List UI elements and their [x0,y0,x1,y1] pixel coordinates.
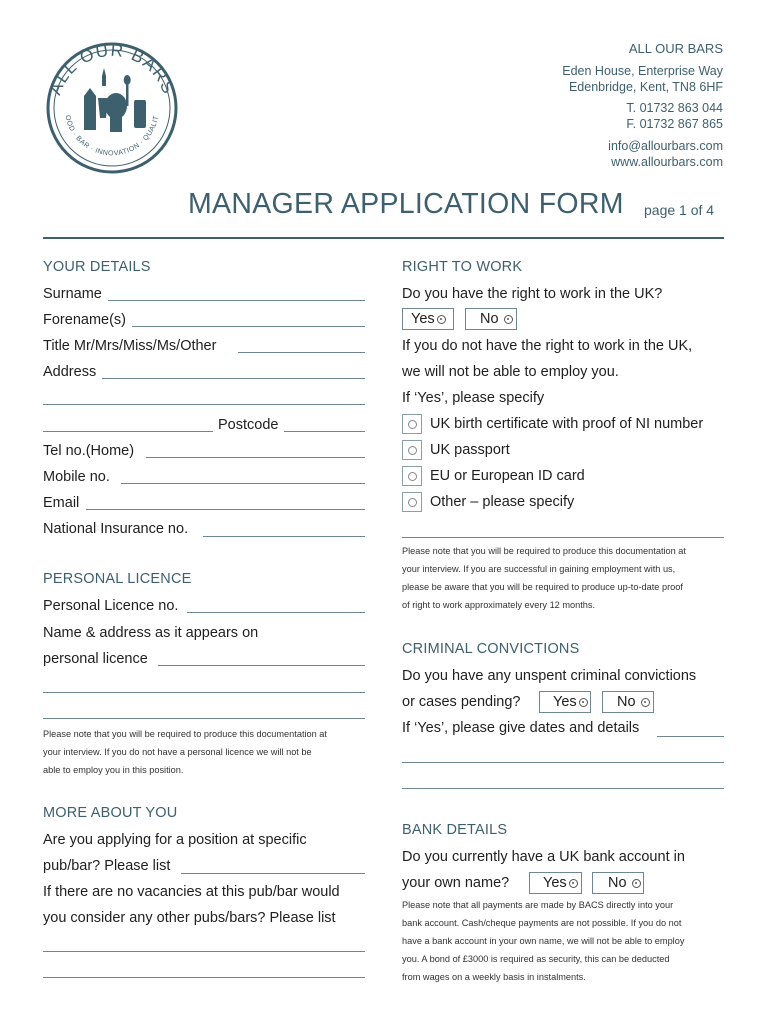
address-label: Address [43,364,97,380]
personal-licence-heading: PERSONAL LICENCE [43,571,192,587]
option-other-label: Other – please specify [430,494,575,510]
company-name: ALL OUR BARS [628,41,723,56]
bank-details-heading: BANK DETAILS [402,822,508,838]
right-to-work-no-option[interactable] [465,308,517,330]
criminal-question-1: Do you have any unspent criminal convictions [402,668,697,684]
other-pubs-field-1[interactable] [43,951,365,952]
logo-bar-icons [84,68,146,132]
licence-note-line-1: Please note that you will be required to produce this documentation at [43,729,327,739]
mobile-field[interactable] [121,483,365,484]
checkbox-circle-icon [408,446,417,455]
criminal-yes-option[interactable] [539,691,591,713]
title-divider [43,237,724,239]
right-to-work-yes-option[interactable] [402,308,454,330]
option-eu-id-label: EU or European ID card [430,468,585,484]
licence-name-address-label: Name & address as it appears on [43,625,259,641]
licence-name-address-field-1[interactable] [158,665,365,666]
address-field-line-1[interactable] [102,378,365,379]
company-address-line-1: Eden House, Enterprise Way [562,64,723,78]
title-field[interactable] [238,352,365,353]
right-to-work-note-line-2: your interview. If you are successful in gaining employment with us, [402,564,676,574]
mobile-label: Mobile no. [43,469,110,485]
company-email: info@allourbars.com [608,139,723,153]
checkbox-circle-icon [408,420,417,429]
option-eu-id-checkbox[interactable] [402,466,422,486]
right-to-work-warning-1: If you do not have the right to work in the UK, [402,338,693,354]
your-details-heading: YOUR DETAILS [43,259,151,275]
right-to-work-yes-label: Yes [411,311,435,327]
bank-no-label: No [608,875,627,891]
bank-note-line-5: from wages on a weekly basis in instalments. [402,972,586,982]
criminal-yes-label: Yes [553,694,577,710]
specific-pub-question: Are you applying for a position at specific [43,832,307,848]
postcode-label: Postcode [218,417,279,433]
option-other-checkbox[interactable] [402,492,422,512]
right-to-work-note-line-4: of right to work approximately every 12 months. [402,600,596,610]
address-field-line-3[interactable] [43,431,213,432]
right-to-work-note-line-3: please be aware that you will be required to produce up-to-date proof [402,582,683,592]
logo-ring-top: ALL OUR BARS [45,40,179,98]
other-specify-field[interactable] [402,537,724,538]
surname-field[interactable] [108,300,365,301]
option-birth-certificate-label: UK birth certificate with proof of NI number [430,416,704,432]
bank-note-line-2: bank account. Cash/cheque payments are not possible. If you do not [402,918,682,928]
tel-home-field[interactable] [146,457,365,458]
bank-question-1: Do you currently have a UK bank account in [402,849,685,865]
form-title: MANAGER APPLICATION FORM [188,188,624,220]
licence-number-label: Personal Licence no. [43,598,179,614]
other-pubs-field-2[interactable] [43,977,365,978]
criminal-details-label: If ‘Yes’, please give dates and details [402,720,640,736]
option-uk-passport-label: UK passport [430,442,510,458]
page-indicator: page 1 of 4 [644,202,715,218]
svg-text:ALL OUR BARS [46,41,179,98]
company-address-line-2: Edenbridge, Kent, TN8 6HF [568,80,723,94]
bank-note-line-3: have a bank account in your own name, we will not be able to employ [402,936,685,946]
criminal-question-2: or cases pending? [402,694,521,710]
company-fax: F. 01732 867 865 [626,117,723,131]
criminal-details-field-3[interactable] [402,788,724,789]
bank-note-line-1: Please note that all payments are made by BACS directly into your [402,900,674,910]
criminal-convictions-heading: CRIMINAL CONVICTIONS [402,641,580,657]
company-telephone: T. 01732 863 044 [626,101,723,115]
specific-pub-field[interactable] [181,873,365,874]
bank-yes-radio[interactable] [569,879,578,888]
ni-field[interactable] [203,536,365,537]
company-logo [40,40,185,175]
bank-question-2: your own name? [402,875,510,891]
tel-home-label: Tel no.(Home) [43,443,135,459]
title-label: Title Mr/Mrs/Miss/Ms/Other [43,338,217,354]
right-to-work-question: Do you have the right to work in the UK? [402,286,663,302]
other-pubs-question: If there are no vacancies at this pub/bar would [43,884,340,900]
criminal-details-field-1[interactable] [657,736,724,737]
bank-no-option[interactable] [592,872,644,894]
right-to-work-heading: RIGHT TO WORK [402,259,523,275]
licence-name-address-field-2[interactable] [43,692,365,693]
option-uk-passport-checkbox[interactable] [402,440,422,460]
right-to-work-warning-2: we will not be able to employ you. [402,364,619,380]
surname-label: Surname [43,286,102,302]
right-to-work-note-line-1: Please note that you will be required to produce this documentation at [402,546,686,556]
licence-name-address-label-2: personal licence [43,651,148,667]
specific-pub-question-2: pub/bar? Please list [43,858,171,874]
checkbox-circle-icon [408,472,417,481]
postcode-field[interactable] [284,431,365,432]
logo-ring-bottom: OOD · BAR · INNOVATION · QUALIT [63,114,161,158]
other-pubs-question-2: you consider any other pubs/bars? Please list [43,910,336,926]
bank-note-line-4: you. A bond of £3000 is required as security, this can be deducted [402,954,670,964]
address-field-line-2[interactable] [43,404,365,405]
bank-yes-option[interactable] [529,872,582,894]
licence-name-address-field-3[interactable] [43,718,365,719]
company-website: www.allourbars.com [611,155,723,169]
checkbox-circle-icon [408,498,417,507]
right-to-work-yes-radio[interactable] [437,315,446,324]
right-to-work-no-label: No [480,311,499,327]
licence-note-line-3: able to employ you in this position. [43,765,184,775]
criminal-no-radio[interactable] [641,698,650,707]
bank-yes-label: Yes [543,875,567,891]
forenames-label: Forename(s) [43,312,126,328]
forenames-field[interactable] [132,326,365,327]
licence-number-field[interactable] [187,612,365,613]
criminal-details-field-2[interactable] [402,762,724,763]
option-birth-certificate-checkbox[interactable] [402,414,422,434]
licence-note-line-2: your interview. If you do not have a personal licence we will not be [43,747,312,757]
bank-no-radio[interactable] [632,879,641,888]
email-field[interactable] [86,509,365,510]
ni-label: National Insurance no. [43,521,189,537]
criminal-yes-radio[interactable] [579,698,588,707]
right-to-work-specify: If ‘Yes’, please specify [402,390,545,406]
criminal-no-label: No [617,694,636,710]
more-about-you-heading: MORE ABOUT YOU [43,805,178,821]
criminal-no-option[interactable] [602,691,654,713]
email-label: Email [43,495,80,511]
right-to-work-no-radio[interactable] [504,315,513,324]
